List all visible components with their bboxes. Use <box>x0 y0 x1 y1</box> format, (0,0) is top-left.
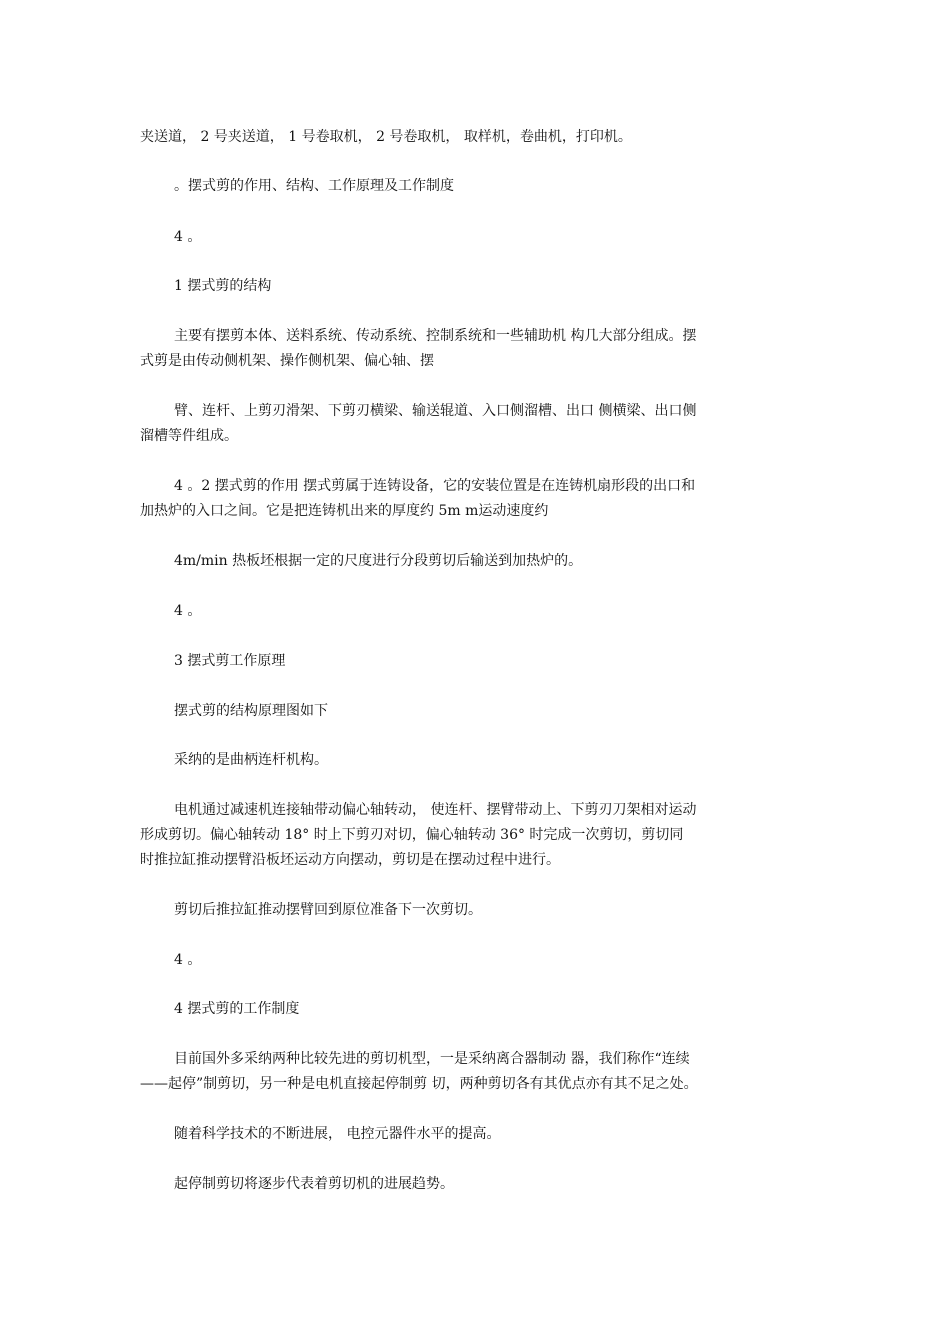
text-line: 4m/min 热板坯根据一定的尺度进行分段剪切后输送到加热炉的。 <box>174 553 583 569</box>
text-line: 起停制剪切将逐步代表着剪切机的进展趋势。 <box>174 1176 454 1192</box>
text-line: 臂、连杆、上剪刃滑架、下剪刃横梁、输送辊道、入口侧溜槽、出口 侧横梁、出口侧 <box>174 403 697 419</box>
paragraph-mechanism <box>140 748 812 773</box>
paragraph-technology-progress <box>140 1122 812 1147</box>
text-line: 。摆式剪的作用、结构、工作原理及工作制度 <box>174 178 454 194</box>
text-line: 3 摆式剪工作原理 <box>174 653 286 669</box>
text-line: 目前国外多采纳两种比较先进的剪切机型，一是采纳离合器制动 器，我们称作“连续 <box>174 1051 690 1067</box>
section-heading <box>140 174 812 199</box>
paragraph-structure-body <box>140 324 812 374</box>
text-line: 4 。 <box>174 952 202 968</box>
paragraph-function <box>140 474 812 524</box>
subsection-heading-principle <box>140 649 812 674</box>
text-line: 4 。 <box>174 229 202 245</box>
section-number <box>140 599 812 624</box>
text-line: 电机通过减速机连接轴带动偏心轴转动， 使连杆、摆臂带动上、下剪刃刀架相对运动 <box>174 802 697 818</box>
text-line: 时推拉缸推动摆臂沿板坯运动方向摆动，剪切是在摆动过程中进行。 <box>140 852 560 868</box>
paragraph-function-continued <box>140 549 812 574</box>
text-line: 摆式剪的结构原理图如下 <box>174 703 328 719</box>
text-line: 4 。2 摆式剪的作用 摆式剪属于连铸设备，它的安装位置是在连铸机扇形段的出口和 <box>174 478 696 494</box>
text-line: 式剪是由传动侧机架、操作侧机架、偏心轴、摆 <box>140 353 434 369</box>
text-line: 随着科学技术的不断进展， 电控元器件水平的提高。 <box>174 1126 501 1142</box>
section-number <box>140 225 812 250</box>
section-number <box>140 948 812 973</box>
text-line: 形成剪切。偏心轴转动 18° 时上下剪刃对切，偏心轴转动 36° 时完成一次剪切，剪切同 <box>140 827 684 843</box>
text-line: 4 摆式剪的工作制度 <box>174 1001 300 1017</box>
paragraph-trend <box>140 1172 812 1197</box>
text-line: 加热炉的入口之间。它是把连铸机出来的厚度约 5m m运动速度约 <box>140 503 549 519</box>
paragraph-structure-components <box>140 399 812 449</box>
text-line: 主要有摆剪本体、送料系统、传动系统、控制系统和一些辅助机 构几大部分组成。摆 <box>174 328 697 344</box>
subsection-heading-work-system <box>140 997 812 1022</box>
text-line: 采纳的是曲柄连杆机构。 <box>174 752 328 768</box>
text-line: 剪切后推拉缸推动摆臂回到原位准备下一次剪切。 <box>174 902 482 918</box>
text-line: 4 。 <box>174 603 202 619</box>
text-line: 溜槽等件组成。 <box>140 428 238 444</box>
paragraph-work-system-body <box>140 1047 812 1097</box>
text-line: 夹送道， 2 号夹送道， 1 号卷取机， 2 号卷取机， 取样机，卷曲机，打印机。 <box>140 129 632 145</box>
text-line: ——起停”制剪切，另一种是电机直接起停制剪 切，两种剪切各有其优点亦有其不足之处。 <box>140 1076 698 1092</box>
subsection-heading-structure <box>140 274 812 299</box>
paragraph-equipment-list <box>140 125 812 150</box>
paragraph-principle-body <box>140 798 812 873</box>
paragraph-principle-diagram <box>140 699 812 724</box>
text-line: 1 摆式剪的结构 <box>174 278 272 294</box>
paragraph-return-motion <box>140 898 812 923</box>
